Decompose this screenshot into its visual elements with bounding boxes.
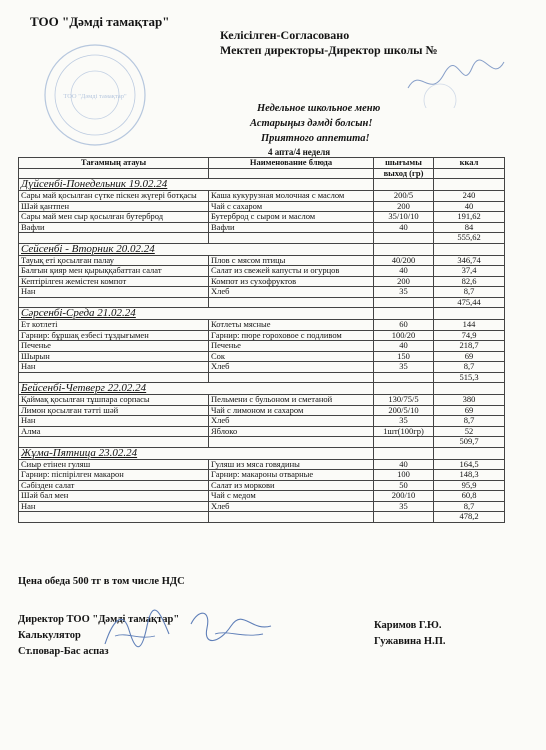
day-total-kcal: 515,3: [434, 372, 505, 383]
header-name-kz: Тағамның атауы: [19, 158, 209, 169]
name-director: Каримов Г.Ю.: [374, 620, 442, 631]
day-total-kcal: 478,2: [434, 512, 505, 523]
dish-name-ru: Пельмени с бульоном и сметаной: [209, 395, 374, 406]
table-row: [19, 212, 505, 223]
day-header-row: [19, 243, 505, 255]
day-name: Жұма-Пятница 23.02.24: [19, 447, 374, 459]
dish-name-kz: Нан: [19, 287, 209, 298]
name-chef: Гужавина Н.П.: [374, 636, 446, 647]
day-total-kcal: 555,62: [434, 233, 505, 244]
role-chef: Ст.повар-Бас аспаз: [18, 646, 109, 657]
dish-name-ru: Салат из моркови: [209, 480, 374, 491]
dish-name-ru: Хлеб: [209, 287, 374, 298]
dish-name-kz: Шәй бал мен: [19, 491, 209, 502]
day-header-row: [19, 447, 505, 459]
dish-output: 40/200: [374, 255, 434, 266]
header-output: шығымы: [374, 158, 434, 169]
approval-line-1: Келісілген-Согласовано: [220, 28, 350, 42]
dish-name-ru: Чай с медом: [209, 491, 374, 502]
table-row: [19, 201, 505, 212]
dish-kcal: 69: [434, 405, 505, 416]
director-approval-signature: [400, 48, 510, 108]
dish-name-ru: Вафли: [209, 222, 374, 233]
dish-name-ru: Хлеб: [209, 501, 374, 512]
lunch-price-note: Цена обеда 500 тг в том числе НДС: [18, 576, 185, 587]
dish-name-ru: Каша кукурузная молочная с маслом: [209, 191, 374, 202]
table-row: [19, 330, 505, 341]
dish-kcal: 240: [434, 191, 505, 202]
day-name: Дүйсенбі-Понедельник 19.02.24: [19, 179, 374, 191]
day-header-row: [19, 308, 505, 320]
day-header-row: [19, 383, 505, 395]
dish-name-kz: Нан: [19, 362, 209, 373]
dish-name-kz: Гарнир: бұршақ езбесі тұздығымен: [19, 330, 209, 341]
day-total-row: [19, 233, 505, 244]
day-name: Сейсенбі - Вторник 20.02.24: [19, 243, 374, 255]
dish-kcal: 218,7: [434, 341, 505, 352]
chef-signature: [185, 604, 275, 654]
table-row: [19, 416, 505, 427]
role-calculator: Калькулятор: [18, 630, 81, 641]
table-row: [19, 191, 505, 202]
dish-kcal: 84: [434, 222, 505, 233]
dish-output: 40: [374, 459, 434, 470]
table-row: [19, 287, 505, 298]
table-row: [19, 255, 505, 266]
dish-name-kz: Шырын: [19, 351, 209, 362]
slogan-line-2: Астарыңыз дәмді болсын!: [250, 118, 373, 129]
dish-name-ru: Гарнир: макароны отварные: [209, 470, 374, 481]
dish-output: 40: [374, 222, 434, 233]
approval-line-2: Мектеп директоры-Директор школы №: [220, 43, 438, 57]
dish-name-kz: Алма: [19, 426, 209, 437]
dish-name-ru: Чай с сахаром: [209, 201, 374, 212]
dish-output: 150: [374, 351, 434, 362]
dish-output: 40: [374, 266, 434, 277]
role-director: Директор ТОО "Дәмді тамақтар": [18, 614, 180, 625]
dish-name-ru: Яблоко: [209, 426, 374, 437]
table-row: [19, 320, 505, 331]
header-kcal: ккал: [434, 158, 505, 169]
dish-name-kz: Сәбізден салат: [19, 480, 209, 491]
dish-name-kz: Сары май мен сыр қосылған бутерброд: [19, 212, 209, 223]
table-row: [19, 426, 505, 437]
dish-kcal: 148,3: [434, 470, 505, 481]
dish-output: 200/10: [374, 491, 434, 502]
week-label: 4 апта/4 неделя: [268, 147, 331, 157]
dish-name-ru: Гарнир: пюре гороховое с подливом: [209, 330, 374, 341]
dish-output: 200: [374, 201, 434, 212]
table-row: [19, 395, 505, 406]
dish-name-ru: Хлеб: [209, 416, 374, 427]
table-row: [19, 362, 505, 373]
day-total-kcal: 509,7: [434, 437, 505, 448]
dish-kcal: 95,9: [434, 480, 505, 491]
dish-name-ru: Котлеты мясные: [209, 320, 374, 331]
table-row: [19, 480, 505, 491]
day-total-row: [19, 297, 505, 308]
header-name-ru: Наименование блюда: [209, 158, 374, 169]
dish-name-ru: Сок: [209, 351, 374, 362]
dish-kcal: 74,9: [434, 330, 505, 341]
calculator-signature: [95, 600, 175, 660]
footer-names: [374, 618, 446, 650]
day-name: Бейсенбі-Четверг 22.02.24: [19, 383, 374, 395]
dish-kcal: 8,7: [434, 416, 505, 427]
table-row: [19, 405, 505, 416]
slogan-line-1: Недельное школьное меню: [257, 103, 381, 114]
dish-name-ru: Печенье: [209, 341, 374, 352]
table-row: [19, 491, 505, 502]
stamp-label: ТОО "Дәмді тамақтар": [63, 93, 127, 100]
dish-kcal: 40: [434, 201, 505, 212]
dish-name-kz: Кептірілген жемістен компот: [19, 276, 209, 287]
dish-kcal: 8,7: [434, 287, 505, 298]
dish-output: 100: [374, 470, 434, 481]
table-row: [19, 459, 505, 470]
table-row: [19, 501, 505, 512]
dish-kcal: 60,8: [434, 491, 505, 502]
dish-name-ru: Чай с лимоном и сахаром: [209, 405, 374, 416]
dish-name-kz: Вафли: [19, 222, 209, 233]
dish-name-kz: Шәй қантпен: [19, 201, 209, 212]
dish-kcal: 52: [434, 426, 505, 437]
day-total-row: [19, 512, 505, 523]
dish-name-kz: Лимон қосылған тәтті шәй: [19, 405, 209, 416]
dish-output: 35/10/10: [374, 212, 434, 223]
dish-kcal: 164,5: [434, 459, 505, 470]
dish-output: 130/75/5: [374, 395, 434, 406]
table-row: [19, 222, 505, 233]
dish-output: 35: [374, 416, 434, 427]
dish-output: 200/5/10: [374, 405, 434, 416]
dish-output: 35: [374, 362, 434, 373]
dish-name-ru: Хлеб: [209, 362, 374, 373]
day-name: Сәрсенбі-Среда 21.02.24: [19, 308, 374, 320]
dish-kcal: 346,74: [434, 255, 505, 266]
dish-name-kz: Сиыр етінен гуляш: [19, 459, 209, 470]
dish-name-kz: Нан: [19, 416, 209, 427]
day-total-row: [19, 372, 505, 383]
dish-output: 1шт(100гр): [374, 426, 434, 437]
table-row: [19, 266, 505, 277]
company-stamp: [40, 40, 150, 150]
dish-output: 100/20: [374, 330, 434, 341]
dish-name-kz: Нан: [19, 501, 209, 512]
menu-table: [18, 157, 505, 523]
table-row: [19, 470, 505, 481]
dish-kcal: 8,7: [434, 501, 505, 512]
table-header-row: [19, 158, 505, 169]
dish-name-kz: Қаймақ қосылған тұшпара сорпасы: [19, 395, 209, 406]
company-name: ТОО "Дәмді тамақтар": [30, 14, 170, 29]
dish-name-kz: Сары май қосылған сүтке піскен жүгері ботқасы: [19, 191, 209, 202]
table-row: [19, 276, 505, 287]
dish-name-kz: Тауық еті қосылған палау: [19, 255, 209, 266]
dish-name-ru: Бутерброд с сыром и маслом: [209, 212, 374, 223]
dish-kcal: 144: [434, 320, 505, 331]
table-row: [19, 341, 505, 352]
dish-name-ru: Гуляш из мяса говядины: [209, 459, 374, 470]
table-row: [19, 351, 505, 362]
dish-name-kz: Печенье: [19, 341, 209, 352]
dish-output: 60: [374, 320, 434, 331]
dish-name-kz: Ет котлеті: [19, 320, 209, 331]
dish-kcal: 37,4: [434, 266, 505, 277]
dish-name-kz: Балғын қияр мен қырыққабаттан салат: [19, 266, 209, 277]
dish-output: 50: [374, 480, 434, 491]
dish-output: 200/5: [374, 191, 434, 202]
dish-kcal: 380: [434, 395, 505, 406]
menu-table-body: [19, 158, 505, 523]
dish-output: 200: [374, 276, 434, 287]
dish-kcal: 82,6: [434, 276, 505, 287]
dish-name-kz: Гарнир: піспірілген макарон: [19, 470, 209, 481]
dish-kcal: 8,7: [434, 362, 505, 373]
day-total-kcal: 475,44: [434, 297, 505, 308]
header-output-unit: выход (гр): [374, 168, 434, 179]
day-total-row: [19, 437, 505, 448]
day-header-row: [19, 179, 505, 191]
dish-output: 35: [374, 287, 434, 298]
slogan-line-3: Приятного аппетита!: [261, 133, 370, 144]
dish-kcal: 69: [434, 351, 505, 362]
dish-name-ru: Компот из сухофруктов: [209, 276, 374, 287]
dish-name-ru: Плов с мясом птицы: [209, 255, 374, 266]
dish-name-ru: Салат из свежей капусты и огурцов: [209, 266, 374, 277]
dish-output: 35: [374, 501, 434, 512]
dish-output: 40: [374, 341, 434, 352]
dish-kcal: 191,62: [434, 212, 505, 223]
table-header-row-2: [19, 168, 505, 179]
